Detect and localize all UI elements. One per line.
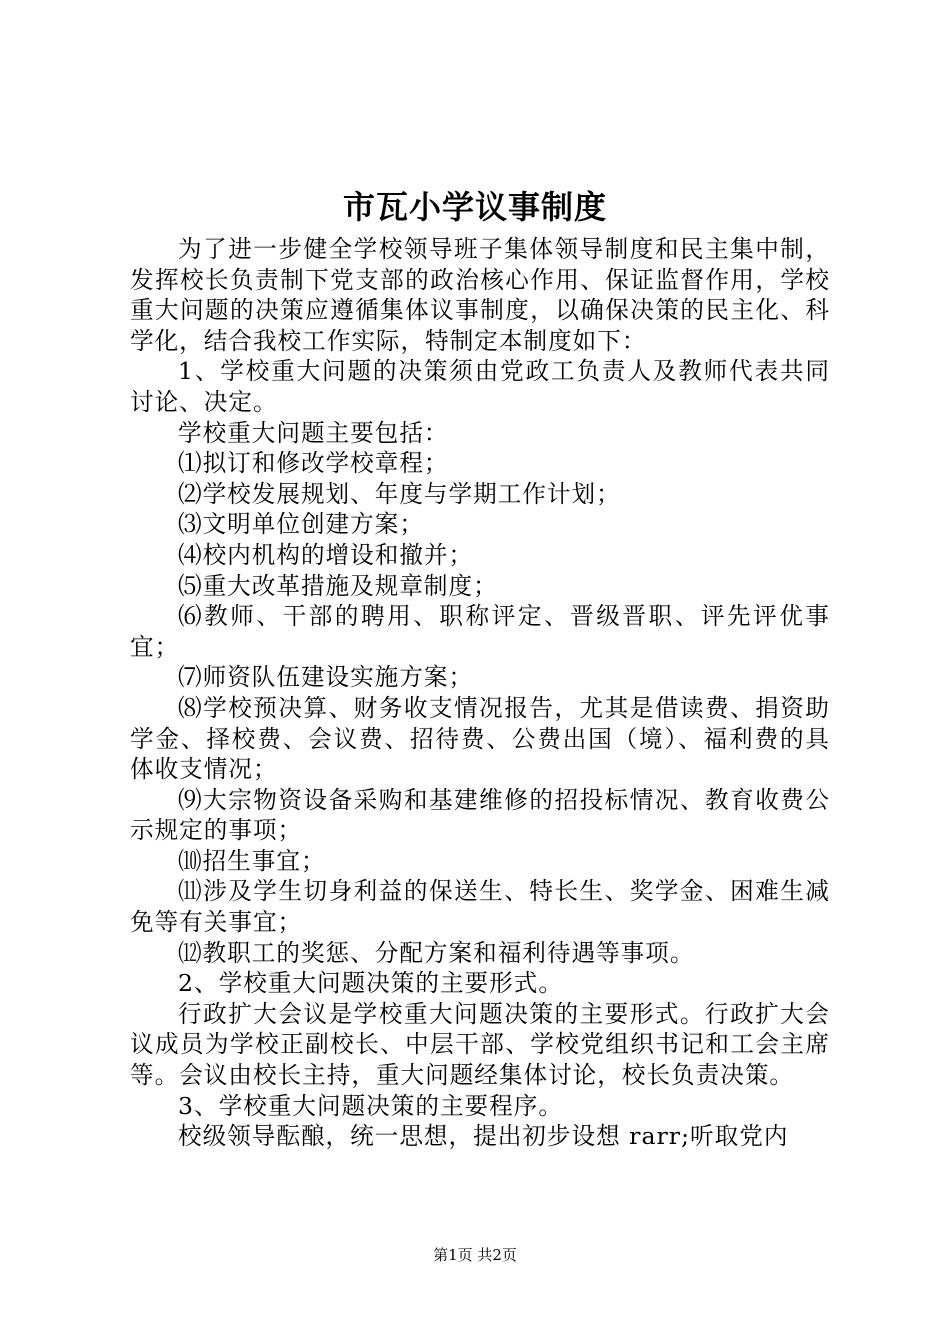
list-item: ⑼大宗物资设备采购和基建维修的招投标情况、教育收费公示规定的事项； bbox=[130, 785, 830, 845]
list-item: ⑻学校预决算、财务收支情况报告，尤其是借读费、捐资助学金、择校费、会议费、招待费、公费出国（境）、福利费的具体收支情况； bbox=[130, 693, 830, 784]
paragraph-intro: 为了进一步健全学校领导班子集体领导制度和民主集中制，发挥校长负责制下党支部的政治核心作用、保证监督作用，学校重大问题的决策应遵循集体议事制度，以确保决策的民主化、科学化，结合我校工作实际，特制定本制度如下： bbox=[130, 235, 830, 355]
list-item: ⑿教职工的奖惩、分配方案和福利待遇等事项。 bbox=[178, 938, 695, 967]
paragraph-section-3: 3、学校重大问题决策的主要程序。 bbox=[178, 1091, 563, 1120]
document-body bbox=[130, 234, 830, 1152]
paragraph-procedure: 校级领导酝酿，统一思想，提出初步设想 rarr;听取党内 bbox=[178, 1122, 789, 1151]
list-item: ⑽招生事宜； bbox=[178, 846, 326, 875]
list-item: ⑶文明单位创建方案； bbox=[178, 510, 424, 539]
list-item: ⑹教师、干部的聘用、职称评定、晋级晋职、评先评优事宜； bbox=[130, 602, 830, 661]
list-item: ⑷校内机构的增设和撤并； bbox=[178, 540, 474, 569]
paragraph-items-heading: 学校重大问题主要包括： bbox=[178, 418, 449, 447]
list-item: ⑾涉及学生切身利益的保送生、特长生、奖学金、困难生减免等有关事宜； bbox=[130, 877, 830, 937]
paragraph-section-2: 2、学校重大问题决策的主要形式。 bbox=[178, 969, 563, 998]
list-item: ⑴拟订和修改学校章程； bbox=[178, 449, 449, 478]
list-item: ⑵学校发展规划、年度与学期工作计划； bbox=[178, 479, 621, 508]
document-title: 市瓦小学议事制度 bbox=[342, 188, 607, 226]
page-number-footer: 第1页 共2页 bbox=[433, 1246, 517, 1264]
list-item: ⑸重大改革措施及规章制度； bbox=[178, 571, 498, 600]
paragraph-meeting: 行政扩大会议是学校重大问题决策的主要形式。行政扩大会议成员为学校正副校长、中层干部、学校党组织书记和工会主席等。会议由校长主持，重大问题经集体讨论，校长负责决策。 bbox=[130, 999, 830, 1090]
paragraph-section-1: 1、学校重大问题的决策须由党政工负责人及教师代表共同讨论、决定。 bbox=[130, 357, 830, 416]
list-item: ⑺师资队伍建设实施方案； bbox=[178, 663, 474, 692]
